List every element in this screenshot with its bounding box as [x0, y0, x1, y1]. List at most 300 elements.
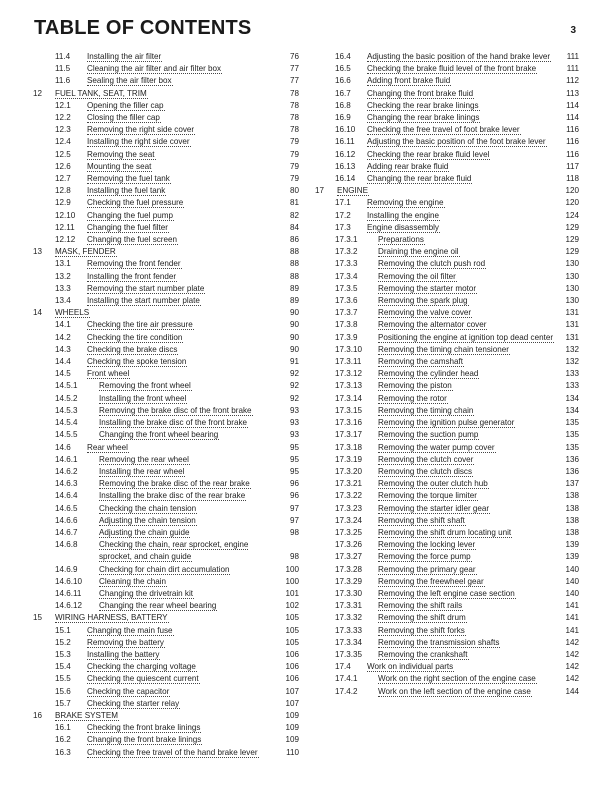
toc-entry-number: 13 — [33, 247, 43, 257]
toc-entry-title: Sealing the air filter box — [87, 76, 172, 86]
toc-entry-title: Installing the brake disc of the rear brake — [99, 491, 246, 501]
toc-entry-number: 14.4 — [55, 357, 71, 367]
toc-entry-title: Removing the locking lever — [378, 540, 476, 550]
toc-entry[interactable] — [315, 539, 579, 551]
toc-entry[interactable] — [33, 466, 299, 478]
toc-entry-page: 78 — [289, 124, 299, 136]
toc-entry-title: Removing the force pump — [378, 552, 471, 562]
toc-entry-page: 135 — [564, 429, 579, 441]
toc-entry[interactable] — [33, 588, 299, 600]
toc-entry-page: 82 — [289, 210, 299, 222]
toc-entry-number: 17.3.3 — [335, 259, 358, 269]
toc-entry-page: 98 — [289, 551, 299, 563]
toc-entry-title: Removing the brake disc of the rear brake — [99, 479, 250, 489]
toc-entry-number: 14.6.1 — [55, 454, 78, 464]
toc-entry[interactable] — [33, 307, 299, 319]
toc-entry[interactable] — [33, 405, 299, 417]
toc-entry-page: 88 — [289, 258, 299, 270]
toc-entry-page: 110 — [285, 747, 299, 759]
toc-entry-page: 131 — [564, 319, 579, 331]
toc-entry-page: 133 — [564, 380, 579, 392]
toc-entry-page: 118 — [565, 173, 579, 185]
toc-entry-title: Checking the chain tension — [99, 503, 197, 513]
toc-entry-number: 17.3.25 — [335, 527, 363, 537]
toc-entry-number: 11.5 — [55, 64, 71, 74]
toc-entry[interactable] — [315, 210, 579, 222]
toc-entry-page: 95 — [289, 442, 299, 454]
toc-entry-page: 80 — [289, 185, 299, 197]
toc-entry[interactable] — [33, 686, 299, 698]
toc-entry-title: Removing the timing chain tensioner — [378, 344, 509, 354]
toc-entry[interactable] — [315, 197, 579, 209]
toc-entry-title: Checking the free travel of the hand brake lever — [87, 747, 258, 757]
toc-entry-number: 16.13 — [335, 161, 356, 171]
toc-entry[interactable] — [315, 686, 579, 698]
toc-entry[interactable] — [33, 51, 299, 63]
toc-entry-page: 138 — [564, 515, 579, 527]
toc-entry[interactable] — [315, 417, 579, 429]
toc-entry[interactable] — [33, 442, 299, 454]
toc-entry-title: Checking the rear brake linings — [367, 100, 479, 110]
toc-entry[interactable] — [33, 600, 299, 612]
toc-entry-title: Checking the tire air pressure — [87, 320, 193, 330]
toc-entry-number: 13.3 — [55, 283, 71, 293]
toc-entry[interactable] — [33, 197, 299, 209]
toc-entry-page: 140 — [564, 564, 579, 576]
toc-entry-title: Mounting the seat — [87, 161, 152, 171]
toc-entry-title: Checking the chain, rear sprocket, engine sprocket, and chain guide — [99, 540, 249, 562]
toc-entry[interactable] — [33, 88, 299, 100]
toc-entry-number: 13.1 — [55, 259, 71, 269]
toc-entry[interactable] — [33, 490, 299, 502]
toc-entry-number: 14.3 — [55, 344, 71, 354]
toc-entry[interactable] — [315, 600, 579, 612]
toc-entry-number: 12.3 — [55, 125, 71, 135]
toc-entry[interactable] — [315, 149, 579, 161]
toc-entry[interactable] — [33, 649, 299, 661]
toc-entry-number: 17.3.8 — [335, 320, 358, 330]
toc-entry-page: 106 — [284, 649, 299, 661]
toc-entry-number: 17.3.7 — [335, 308, 358, 318]
toc-entry-page: 114 — [565, 112, 579, 124]
toc-entry[interactable] — [33, 539, 299, 563]
toc-entry-number: 17.3.22 — [335, 491, 363, 501]
toc-entry[interactable] — [33, 136, 299, 148]
toc-entry-page: 135 — [564, 442, 579, 454]
toc-entry-number: 16.12 — [335, 149, 356, 159]
toc-entry-number: 17.3.4 — [335, 271, 358, 281]
toc-entry-page: 141 — [564, 600, 579, 612]
toc-entry-title: Work on the left section of the engine case — [378, 686, 531, 696]
toc-entry-number: 15.1 — [55, 625, 71, 635]
toc-entry[interactable] — [315, 234, 579, 246]
toc-entry[interactable] — [315, 564, 579, 576]
toc-entry-number: 16.3 — [55, 747, 71, 757]
toc-entry-number: 17.3.21 — [335, 479, 363, 489]
toc-entry[interactable] — [315, 88, 579, 100]
toc-entry[interactable] — [315, 625, 579, 637]
toc-entry-number: 16.2 — [55, 735, 71, 745]
toc-entry[interactable] — [33, 637, 299, 649]
toc-entry[interactable] — [33, 112, 299, 124]
toc-entry-number: 17.3.16 — [335, 418, 363, 428]
toc-entry-title: Changing the fuel screen — [87, 235, 177, 245]
toc-entry-title: Checking for chain dirt accumulation — [99, 564, 230, 574]
toc-entry[interactable] — [33, 124, 299, 136]
toc-entry-page: 114 — [565, 100, 579, 112]
toc-entry[interactable] — [315, 100, 579, 112]
toc-entry-page: 79 — [289, 149, 299, 161]
toc-entry-title: Removing the left engine case section — [378, 588, 515, 598]
toc-entry-title: Adding rear brake fluid — [367, 161, 449, 171]
toc-entry[interactable] — [315, 527, 579, 539]
toc-entry[interactable] — [315, 649, 579, 661]
toc-entry-title: FUEL TANK, SEAT, TRIM — [55, 88, 147, 98]
toc-entry-page: 105 — [284, 637, 299, 649]
toc-entry[interactable] — [33, 319, 299, 331]
toc-entry-number: 13.4 — [55, 296, 71, 306]
toc-entry-number: 17.3.28 — [335, 564, 363, 574]
toc-entry-title: Removing the front wheel — [99, 381, 191, 391]
toc-entry-title: Removing the transmission shafts — [378, 637, 500, 647]
toc-entry-number: 12.5 — [55, 149, 71, 159]
toc-entry-number: 17.3.6 — [335, 296, 358, 306]
toc-entry-page: 90 — [289, 307, 299, 319]
toc-entry-number: 14.6.3 — [55, 479, 78, 489]
toc-entry-page: 111 — [566, 63, 579, 75]
toc-entry[interactable] — [33, 722, 299, 734]
toc-entry-page: 100 — [284, 576, 299, 588]
toc-entry-page: 138 — [564, 503, 579, 515]
toc-entry[interactable] — [33, 661, 299, 673]
toc-entry[interactable] — [315, 380, 579, 392]
toc-entry-number: 12.4 — [55, 137, 71, 147]
toc-entry-page: 116 — [565, 149, 579, 161]
toc-entry-number: 17.4 — [335, 662, 351, 672]
toc-entry-page: 116 — [565, 136, 579, 148]
toc-entry-title: Checking the free travel of foot brake lever — [367, 125, 520, 135]
toc-entry-page: 142 — [564, 673, 579, 685]
toc-entry[interactable] — [315, 185, 579, 197]
toc-entry[interactable] — [33, 698, 299, 710]
toc-entry-title: Checking the starter relay — [87, 698, 180, 708]
toc-entry[interactable] — [315, 271, 579, 283]
toc-entry[interactable] — [33, 100, 299, 112]
toc-entry-title: Adjusting the chain guide — [99, 527, 190, 537]
toc-entry-page: 132 — [564, 344, 579, 356]
toc-entry-title: Installing the engine — [367, 210, 439, 220]
toc-entry-page: 106 — [284, 661, 299, 673]
toc-entry[interactable] — [33, 564, 299, 576]
toc-entry-title: Checking the brake fluid level of the front brake — [367, 64, 537, 74]
toc-entry[interactable] — [315, 161, 579, 173]
toc-entry-number: 12.12 — [55, 235, 76, 245]
toc-entry-page: 144 — [564, 686, 579, 698]
toc-entry[interactable] — [315, 136, 579, 148]
toc-entry[interactable] — [33, 429, 299, 441]
toc-entry-number: 14.5.4 — [55, 418, 78, 428]
toc-entry-page: 109 — [284, 710, 299, 722]
toc-entry-title: Removing the alternator cover — [378, 320, 487, 330]
toc-entry-number: 16 — [33, 710, 43, 720]
toc-entry-page: 89 — [289, 295, 299, 307]
toc-entry-title: Removing the seat — [87, 149, 155, 159]
toc-entry[interactable] — [33, 393, 299, 405]
toc-entry-page: 93 — [289, 405, 299, 417]
toc-entry[interactable] — [33, 332, 299, 344]
toc-entry-page: 112 — [565, 75, 579, 87]
toc-entry-title: Checking the charging voltage — [87, 662, 196, 672]
toc-entry-page: 78 — [289, 112, 299, 124]
toc-entry-title: Removing the valve cover — [378, 308, 472, 318]
toc-entry[interactable] — [315, 222, 579, 234]
toc-entry-number: 17.3.34 — [335, 637, 363, 647]
toc-entry-page: 90 — [289, 344, 299, 356]
toc-entry[interactable] — [33, 222, 299, 234]
toc-entry[interactable] — [33, 368, 299, 380]
toc-entry-number: 14.5 — [55, 369, 71, 379]
toc-entry-page: 107 — [284, 686, 299, 698]
toc-entry-number: 14.5.1 — [55, 381, 78, 391]
toc-entry[interactable] — [315, 405, 579, 417]
toc-entry[interactable] — [33, 503, 299, 515]
toc-entry-title: ENGINE — [337, 186, 369, 196]
toc-entry-number: 14.5.3 — [55, 405, 78, 415]
toc-entry[interactable] — [33, 185, 299, 197]
toc-entry-page: 141 — [564, 625, 579, 637]
toc-entry-number: 14.6.11 — [55, 588, 82, 598]
toc-entry-number: 17.3.15 — [335, 405, 363, 415]
toc-entry[interactable] — [315, 63, 579, 75]
toc-entry-page: 79 — [289, 136, 299, 148]
toc-entry[interactable] — [33, 234, 299, 246]
toc-entry[interactable] — [315, 393, 579, 405]
toc-entry[interactable] — [315, 503, 579, 515]
toc-entry-number: 16.11 — [335, 137, 355, 147]
toc-entry-number: 14.2 — [55, 332, 71, 342]
toc-entry-number: 14.6.9 — [55, 564, 78, 574]
toc-entry[interactable] — [315, 637, 579, 649]
toc-entry-title: Removing the engine — [367, 198, 444, 208]
toc-column-right — [315, 51, 579, 698]
toc-entry-number: 17.3.10 — [335, 344, 363, 354]
toc-entry[interactable] — [33, 380, 299, 392]
toc-entry[interactable] — [315, 246, 579, 258]
toc-entry[interactable] — [33, 527, 299, 539]
toc-entry[interactable] — [33, 356, 299, 368]
toc-entry-page: 111 — [566, 51, 579, 63]
toc-entry[interactable] — [33, 576, 299, 588]
toc-entry-page: 130 — [564, 283, 579, 295]
toc-entry-page: 88 — [289, 246, 299, 258]
toc-entry[interactable] — [315, 612, 579, 624]
toc-entry[interactable] — [33, 344, 299, 356]
toc-entry-number: 17.4.2 — [335, 686, 358, 696]
toc-entry[interactable] — [33, 747, 299, 759]
toc-entry[interactable] — [315, 454, 579, 466]
toc-entry-number: 16.14 — [335, 174, 356, 184]
toc-entry-page: 130 — [564, 258, 579, 270]
toc-entry-page: 133 — [564, 368, 579, 380]
toc-entry[interactable] — [315, 429, 579, 441]
toc-entry-title: Changing the front wheel bearing — [99, 430, 219, 440]
toc-entry[interactable] — [33, 478, 299, 490]
toc-entry-title: Work on the right section of the engine case — [378, 674, 536, 684]
toc-entry[interactable] — [315, 490, 579, 502]
toc-entry-page: 134 — [564, 393, 579, 405]
toc-entry[interactable] — [33, 454, 299, 466]
toc-entry[interactable] — [315, 673, 579, 685]
toc-entry[interactable] — [315, 307, 579, 319]
toc-entry[interactable] — [315, 661, 579, 673]
toc-entry-number: 12.7 — [55, 174, 71, 184]
toc-entry[interactable] — [33, 283, 299, 295]
toc-entry[interactable] — [315, 173, 579, 185]
toc-entry-title: Installing the front wheel — [99, 393, 187, 403]
toc-entry[interactable] — [33, 295, 299, 307]
toc-entry-page: 109 — [284, 722, 299, 734]
toc-entry-number: 17.3.30 — [335, 588, 363, 598]
toc-entry-number: 17.3.11 — [335, 357, 362, 367]
toc-entry-page: 137 — [564, 478, 579, 490]
toc-entry[interactable] — [315, 356, 579, 368]
toc-column-left — [33, 51, 299, 759]
toc-entry-number: 14.6.5 — [55, 503, 78, 513]
toc-entry[interactable] — [33, 417, 299, 429]
toc-entry-title: Installing the rear wheel — [99, 466, 185, 476]
toc-entry-page: 142 — [564, 649, 579, 661]
toc-entry-page: 140 — [564, 588, 579, 600]
toc-entry-title: Draining the engine oil — [378, 247, 459, 257]
toc-entry-number: 17.3.13 — [335, 381, 363, 391]
toc-entry[interactable] — [33, 673, 299, 685]
toc-entry-title: Checking the front brake linings — [87, 723, 201, 733]
toc-entry[interactable] — [315, 75, 579, 87]
toc-entry-title: Removing the primary gear — [378, 564, 476, 574]
toc-entry-page: 77 — [289, 63, 299, 75]
toc-entry[interactable] — [33, 734, 299, 746]
toc-entry[interactable] — [315, 551, 579, 563]
toc-entry-page: 124 — [564, 210, 579, 222]
toc-entry[interactable] — [315, 478, 579, 490]
toc-entry[interactable] — [315, 51, 579, 63]
toc-entry-page: 117 — [565, 161, 579, 173]
toc-entry[interactable] — [315, 295, 579, 307]
toc-entry-number: 17.3.5 — [335, 283, 358, 293]
toc-entry[interactable] — [33, 625, 299, 637]
toc-entry-title: Removing the shift forks — [378, 625, 465, 635]
toc-entry[interactable] — [33, 271, 299, 283]
toc-entry-number: 17.3.24 — [335, 515, 363, 525]
toc-entry[interactable] — [33, 210, 299, 222]
toc-entry[interactable] — [33, 173, 299, 185]
toc-entry-number: 17.3.33 — [335, 625, 363, 635]
toc-entry-title: Checking the quiescent current — [87, 674, 199, 684]
toc-entry[interactable] — [33, 63, 299, 75]
toc-entry-title: Removing the starter idler gear — [378, 503, 490, 513]
toc-entry-number: 16.9 — [335, 113, 351, 123]
toc-entry[interactable] — [33, 149, 299, 161]
toc-entry-title: Removing the cylinder head — [378, 369, 479, 379]
toc-entry[interactable] — [33, 710, 299, 722]
toc-entry-title: Checking the capacitor — [87, 686, 170, 696]
toc-entry-title: Adjusting the chain tension — [99, 515, 196, 525]
toc-entry-title: Removing the spark plug — [378, 296, 468, 306]
toc-entry-number: 17.3.19 — [335, 454, 363, 464]
toc-entry-page: 116 — [565, 124, 579, 136]
toc-entry-number: 14.6.10 — [55, 576, 83, 586]
toc-entry[interactable] — [315, 112, 579, 124]
toc-entry-number: 17.3.17 — [335, 430, 363, 440]
toc-entry-title: Cleaning the chain — [99, 576, 167, 586]
toc-entry-title: Removing the shift drum — [378, 613, 466, 623]
toc-entry-title: Closing the filler cap — [87, 113, 160, 123]
toc-entry[interactable] — [33, 75, 299, 87]
toc-entry-number: 14.6.8 — [55, 540, 78, 550]
toc-entry[interactable] — [315, 466, 579, 478]
toc-entry-title: Removing the suction pump — [378, 430, 479, 440]
toc-entry[interactable] — [315, 588, 579, 600]
page-number: 3 — [570, 25, 576, 36]
toc-entry-page: 105 — [284, 625, 299, 637]
toc-entry[interactable] — [315, 332, 579, 344]
toc-entry-number: 15.7 — [55, 698, 71, 708]
toc-entry-page: 138 — [564, 490, 579, 502]
toc-entry-page: 134 — [564, 405, 579, 417]
toc-entry-number: 11.6 — [55, 76, 71, 86]
toc-entry-title: Removing the start number plate — [87, 283, 205, 293]
toc-entry-page: 78 — [289, 100, 299, 112]
toc-entry-number: 15.4 — [55, 662, 71, 672]
toc-entry-page: 77 — [289, 75, 299, 87]
toc-entry-page: 91 — [289, 356, 299, 368]
toc-entry-page: 130 — [564, 295, 579, 307]
toc-entry[interactable] — [33, 612, 299, 624]
toc-entry[interactable] — [33, 246, 299, 258]
toc-entry-number: 17.3.2 — [335, 247, 358, 257]
toc-entry-number: 17.3.35 — [335, 649, 363, 659]
toc-entry[interactable] — [315, 442, 579, 454]
toc-entry[interactable] — [33, 161, 299, 173]
toc-entry[interactable] — [315, 124, 579, 136]
toc-entry[interactable] — [315, 319, 579, 331]
toc-entry-page: 139 — [564, 551, 579, 563]
toc-entry[interactable] — [33, 258, 299, 270]
toc-entry[interactable] — [315, 258, 579, 270]
toc-entry-page: 100 — [284, 564, 299, 576]
toc-entry-title: Removing the camshaft — [378, 357, 464, 367]
toc-entry-number: 14.5.5 — [55, 430, 78, 440]
toc-entry[interactable] — [315, 283, 579, 295]
toc-entry[interactable] — [315, 344, 579, 356]
toc-entry-number: 15.5 — [55, 674, 71, 684]
toc-entry-page: 86 — [289, 234, 299, 246]
toc-entry[interactable] — [315, 368, 579, 380]
toc-entry-page: 142 — [564, 637, 579, 649]
toc-entry-title: Front wheel — [87, 369, 130, 379]
toc-entry-title: Installing the start number plate — [87, 296, 200, 306]
toc-entry-page: 140 — [564, 576, 579, 588]
toc-entry-title: Adjusting the basic position of the hand brake lever — [367, 52, 551, 61]
toc-entry[interactable] — [315, 515, 579, 527]
toc-entry-page: 92 — [289, 380, 299, 392]
toc-entry-title: MASK, FENDER — [55, 247, 116, 257]
toc-entry[interactable] — [33, 515, 299, 527]
toc-entry[interactable] — [315, 576, 579, 588]
toc-entry-title: Removing the torque limiter — [378, 491, 477, 501]
toc-entry-title: Changing the rear wheel bearing — [99, 601, 217, 611]
toc-entry-title: Changing the drivetrain kit — [99, 588, 194, 598]
